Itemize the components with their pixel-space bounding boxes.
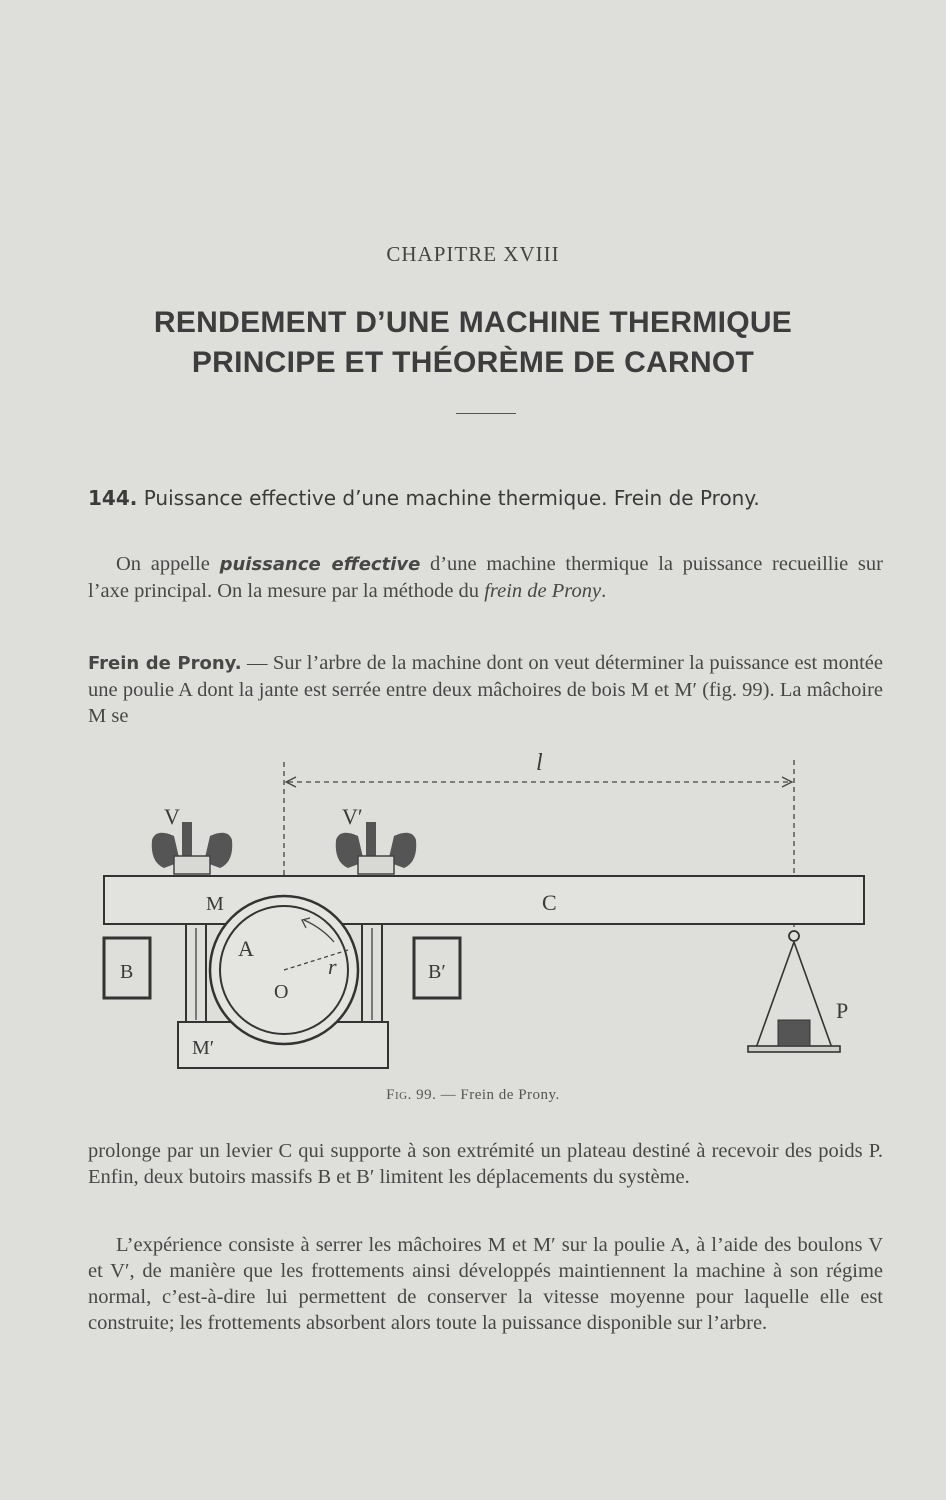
paragraph-3: prolonge par un levier C qui supporte à son extrémité un plateau destiné à recevoir des poids P. Enfin, deux butoirs massifs B et B′ limitent les déplacements du système.: [88, 1140, 883, 1188]
caption-number: Fig. 99.: [386, 1087, 437, 1103]
para1-text-a: On appelle: [116, 553, 220, 575]
label-r: r: [328, 954, 337, 979]
label-a: A: [238, 936, 254, 961]
bolt-v-prime: [336, 822, 417, 874]
paragraph-1: [88, 551, 883, 604]
paragraph-lead: Frein de Prony.: [88, 653, 242, 674]
figure-caption: [0, 1087, 946, 1104]
label-l: l: [536, 752, 543, 776]
paragraph-2: [88, 650, 883, 729]
prony-brake-figure: [96, 752, 876, 1082]
term-frein-de-prony: frein de Prony: [484, 580, 602, 602]
para4-text: L’expérience consiste à serrer les mâchoires M et M′ sur la poulie A, à l’aide des boulons V et V′, de manière que les frottements ainsi développés maintiennent la machine à son régime normal, c’est-à-dire lui permettent de conserver la vitesse moyenne pour laquelle elle est construite; les frottements absorbent alors toute la puissance disponible sur l’arbre.: [88, 1234, 883, 1334]
label-b-prime: B′: [428, 961, 446, 983]
chapter-title-line-1: RENDEMENT D’UNE MACHINE THERMIQUE: [153, 306, 793, 339]
pan-plate: [748, 1046, 840, 1052]
label-o: O: [274, 981, 289, 1003]
label-v: V: [164, 804, 180, 829]
label-v-prime: V′: [342, 804, 363, 829]
label-b: B: [120, 961, 134, 983]
caption-text: — Frein de Prony.: [436, 1087, 560, 1103]
weights: [778, 1020, 810, 1046]
para1-text-b: d’une machine thermique la puissance recueillie sur l’axe principal. On la mesure par la méthode du: [88, 553, 883, 602]
label-p: P: [836, 998, 849, 1023]
para1-text-c: .: [601, 580, 607, 602]
chapter-title-line-2: PRINCIPE ET THÉORÈME DE CARNOT: [191, 346, 755, 379]
section-heading: [88, 484, 883, 513]
label-m: M: [206, 893, 224, 915]
section-number: 144.: [88, 486, 138, 510]
paragraph-4: [88, 1232, 883, 1336]
section-title: Puissance effective d’une machine thermique. Frein de Prony.: [143, 486, 760, 510]
bolt-v: [152, 822, 233, 874]
label-c: C: [542, 890, 557, 915]
hook: [789, 931, 799, 941]
label-m-prime: M′: [192, 1037, 215, 1059]
title-divider: [456, 413, 516, 414]
term-puissance-effective: puissance effective: [219, 554, 421, 575]
chapter-heading: CHAPITRE XVIII: [386, 242, 560, 266]
para2-text: — Sur l’arbre de la machine dont on veut déterminer la puissance est montée une poulie A dont la jante est serrée entre deux mâchoires de bois M et M′ (fig. 99). La mâchoire M se: [88, 652, 883, 727]
